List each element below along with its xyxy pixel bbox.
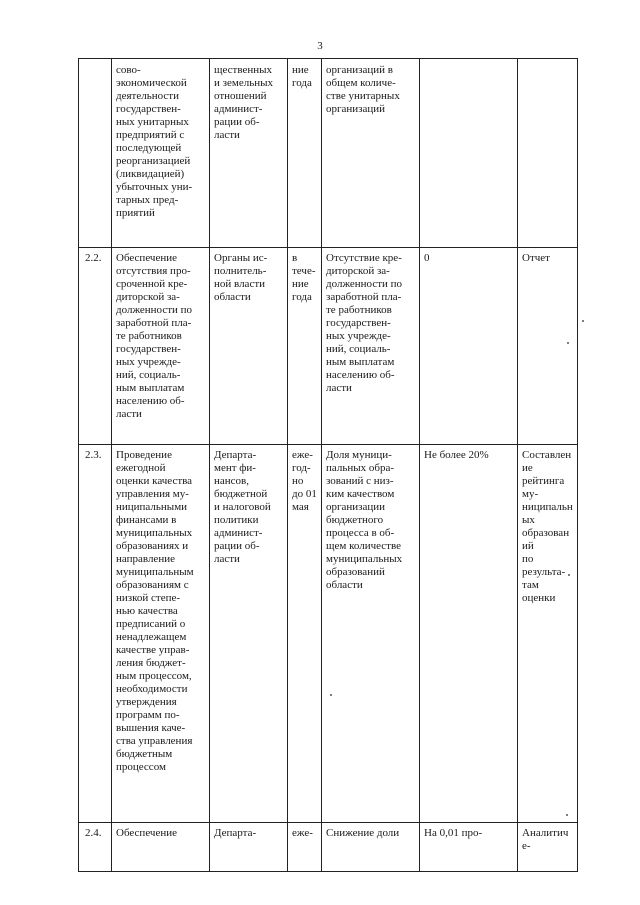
responsible-cell: Департа-: [210, 823, 288, 872]
value-cell: На 0,01 про-: [420, 823, 518, 872]
term-cell: ние года: [288, 59, 322, 248]
row-number-cell: 2.3.: [79, 445, 112, 823]
result-cell: Аналитиче-: [518, 823, 578, 872]
measure-cell: сово- экономической деятельности государствен- ных унитарных предприятий с последующей реорганизацией (ликвидацией) убыточных уни- тарных пред- приятий: [112, 59, 210, 248]
table-row: [79, 248, 578, 445]
result-cell: Отчет: [518, 248, 578, 445]
result-cell: [518, 59, 578, 248]
indicator-cell: организаций в общем количе- стве унитарных организаций: [322, 59, 420, 248]
measure-cell: Обеспечение: [112, 823, 210, 872]
row-number-cell: 2.2.: [79, 248, 112, 445]
term-cell: в тече- ние года: [288, 248, 322, 445]
table-row: [79, 445, 578, 823]
value-cell: 0: [420, 248, 518, 445]
indicator-cell: Снижение доли: [322, 823, 420, 872]
scan-speck: [568, 574, 570, 576]
scan-speck: [567, 342, 569, 344]
term-cell: еже- год- но до 01 мая: [288, 445, 322, 823]
scan-speck: [330, 694, 332, 696]
term-cell: еже-: [288, 823, 322, 872]
measure-cell: Проведение ежегодной оценки качества управления му- ниципальными финансами в муниципальных образованиях и направление муниципальным образованиям с низкой степе- нью качества предписаний о ненадлежащем качестве управ- ления бюджет- ным процессом, необходимости утверждения программ по- вышения каче- ства управления бюджетным процессом: [112, 445, 210, 823]
indicator-cell: Доля муници- пальных обра- зований с низ- ким качеством организации бюджетного процесса в об- щем количестве муниципальных образований области: [322, 445, 420, 823]
measure-cell: Обеспечение отсутствия про- сроченной кре- диторской за- долженности по заработной пла- те работников государствен- ных учрежде- ний, социаль- ным выплатам населению об- ласти: [112, 248, 210, 445]
responsible-cell: Органы ис- полнитель- ной власти области: [210, 248, 288, 445]
responsible-cell: щественных и земельных отношений админист- рации об- ласти: [210, 59, 288, 248]
indicator-cell: Отсутствие кре- диторской за- долженности по заработной пла- те работников государствен- ных учрежде- ний, социаль- ным выплатам населению об- ласти: [322, 248, 420, 445]
table-row: [79, 823, 578, 872]
responsible-cell: Департа- мент фи- нансов, бюджетной и налоговой политики админист- рации об- ласти: [210, 445, 288, 823]
result-cell: Составление рейтинга му- ниципальных образований по результа- там оценки: [518, 445, 578, 823]
row-number-cell: 2.4.: [79, 823, 112, 872]
value-cell: [420, 59, 518, 248]
scan-speck: [582, 320, 584, 322]
value-cell: Не более 20%: [420, 445, 518, 823]
measures-table: [78, 58, 578, 872]
scan-speck: [566, 814, 568, 816]
row-number-cell: [79, 59, 112, 248]
table-row: [79, 59, 578, 248]
page-number: 3: [317, 40, 323, 52]
